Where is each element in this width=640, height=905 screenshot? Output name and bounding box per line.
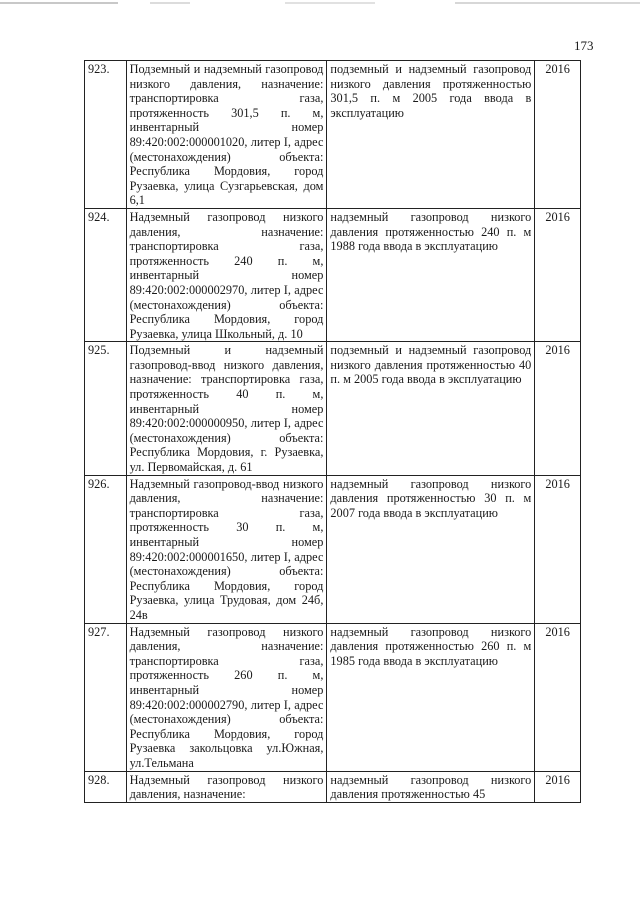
table-row xyxy=(85,771,581,802)
row-number: 928. xyxy=(85,771,127,802)
table-row xyxy=(85,208,581,341)
object-description: подземный и надземный газопровод низкого давления протяженностью 301,5 п. м 2005 года ввода в эксплуатацию xyxy=(327,61,535,209)
table-row xyxy=(85,623,581,771)
object-description: надземный газопровод низкого давления протяженностью 30 п. м 2007 года ввода в эксплуатацию xyxy=(327,475,535,623)
row-number: 925. xyxy=(85,342,127,475)
object-name: Надземный газопровод низкого давления, назначение: транспортировка газа, протяженность 260 п. м, инвентарный номер 89:420:002:000002790, литер I, адрес (местонахождения) объекта: Республика Мордовия, город Рузаевка закольцовка ул.Южная, ул.Тельмана xyxy=(126,623,327,771)
year: 2016 xyxy=(535,208,581,341)
year: 2016 xyxy=(535,342,581,475)
year: 2016 xyxy=(535,771,581,802)
object-description: надземный газопровод низкого давления протяженностью 260 п. м 1985 года ввода в эксплуатацию xyxy=(327,623,535,771)
table-row xyxy=(85,342,581,475)
year: 2016 xyxy=(535,475,581,623)
object-name: Подземный и надземный газопровод-ввод низкого давления, назначение: транспортировка газа, протяженность 40 п. м, инвентарный номер 89:420:002:000000950, литер I, адрес (местонахождения) объекта: Республика Мордовия, г. Рузаевка, ул. Первомайская, д. 61 xyxy=(126,342,327,475)
object-name: Надземный газопровод низкого давления, назначение: транспортировка газа, протяженность 240 п. м, инвентарный номер 89:420:002:000002970, литер I, адрес (местонахождения) объекта: Республика Мордовия, город Рузаевка, улица Школьный, д. 10 xyxy=(126,208,327,341)
page-number: 173 xyxy=(574,38,594,53)
object-description: надземный газопровод низкого давления протяженностью 240 п. м 1988 года ввода в эксплуатацию xyxy=(327,208,535,341)
table-row xyxy=(85,475,581,623)
object-name: Надземный газопровод-ввод низкого давления, назначение: транспортировка газа, протяженность 30 п. м, инвентарный номер 89:420:002:000001650, литер I, адрес (местонахождения) объекта: Республика Мордовия, город Рузаевка, улица Трудовая, дом 24б, 24в xyxy=(126,475,327,623)
year: 2016 xyxy=(535,623,581,771)
object-description: надземный газопровод низкого давления протяженностью 45 xyxy=(327,771,535,802)
row-number: 923. xyxy=(85,61,127,209)
property-registry-table xyxy=(84,60,581,803)
object-name: Подземный и надземный газопровод низкого давления, назначение: транспортировка газа, протяженность 301,5 п. м, инвентарный номер 89:420:002:000001020, литер I, адрес (местонахождения) объекта: Республика Мордовия, город Рузаевка, улица Сузгарьевская, дом 6,1 xyxy=(126,61,327,209)
year: 2016 xyxy=(535,61,581,209)
object-name: Надземный газопровод низкого давления, назначение: xyxy=(126,771,327,802)
row-number: 927. xyxy=(85,623,127,771)
row-number: 924. xyxy=(85,208,127,341)
scan-artifact-streaks xyxy=(0,2,640,10)
table-row xyxy=(85,61,581,209)
object-description: подземный и надземный газопровод низкого давления протяженностью 40 п. м 2005 года ввода в эксплуатацию xyxy=(327,342,535,475)
row-number: 926. xyxy=(85,475,127,623)
